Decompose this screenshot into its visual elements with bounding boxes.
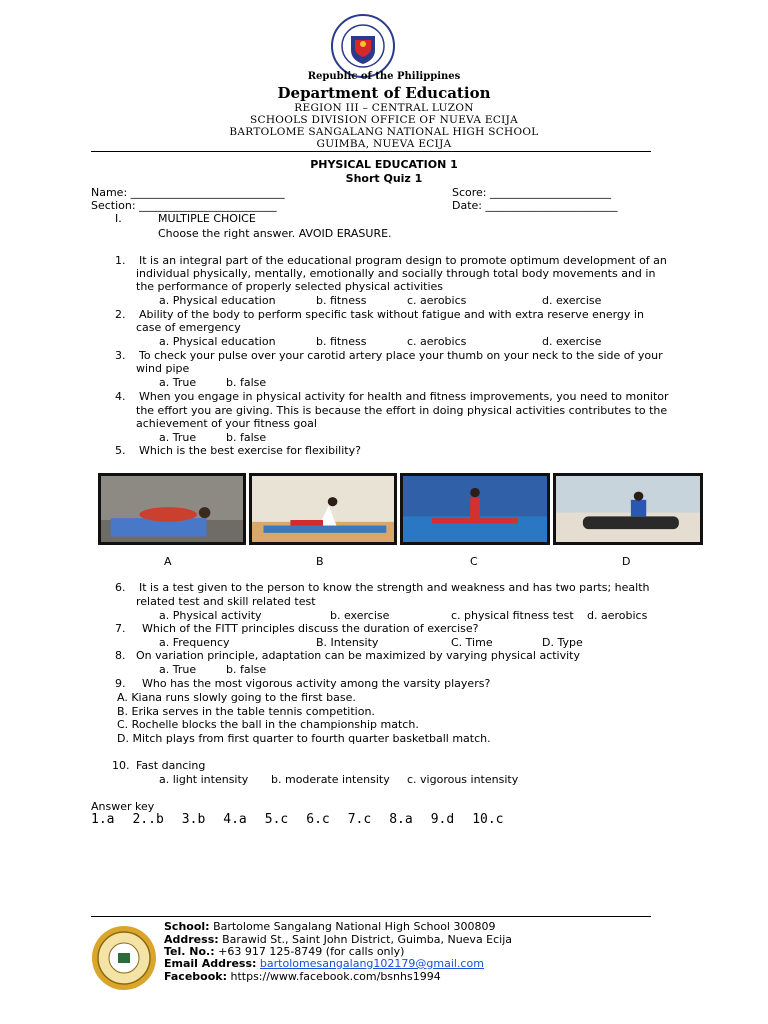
footer-value: +63 917 125-8749 (for calls only) bbox=[218, 945, 405, 958]
answer-item: 5.c bbox=[264, 812, 289, 827]
option: B. Intensity bbox=[316, 636, 379, 649]
option: c. physical fitness test bbox=[451, 609, 574, 622]
question-number: 8. bbox=[115, 649, 126, 662]
option: a. Physical education bbox=[159, 335, 276, 348]
option: c. aerobics bbox=[407, 335, 467, 348]
option: c. aerobics bbox=[407, 294, 467, 307]
question-text: On variation principle, adaptation can be maximized by varying physical activity bbox=[136, 649, 581, 662]
question-text: To check your pulse over your carotid artery place your thumb on your neck to the side of your bbox=[139, 349, 663, 362]
footer-label: Email Address: bbox=[164, 957, 257, 970]
option: a. Frequency bbox=[159, 636, 230, 649]
instructions: Choose the right answer. AVOID ERASURE. bbox=[158, 227, 392, 240]
footer-rule bbox=[91, 916, 651, 917]
subject-title: PHYSICAL EDUCATION 1 bbox=[310, 158, 458, 171]
location-line: GUIMBA, NUEVA ECIJA bbox=[316, 138, 452, 150]
option: a. True bbox=[159, 663, 197, 676]
division-line: SCHOOLS DIVISION OFFICE OF NUEVA ECIJA bbox=[250, 114, 518, 126]
option: A. Kiana runs slowly going to the first base. bbox=[117, 691, 356, 704]
question-number: 5. bbox=[115, 444, 126, 457]
option: b. fitness bbox=[316, 294, 367, 307]
answer-item: 10.c bbox=[472, 812, 504, 827]
question-text: Fast dancing bbox=[136, 759, 206, 772]
header-rule bbox=[91, 151, 651, 152]
school-line: BARTOLOME SANGALANG NATIONAL HIGH SCHOOL bbox=[229, 126, 539, 138]
option: a. Physical activity bbox=[159, 609, 262, 622]
option: b. fitness bbox=[316, 335, 367, 348]
photo-label: A bbox=[164, 555, 172, 568]
exercise-photo-a bbox=[98, 473, 246, 545]
question-number: 10. bbox=[112, 759, 130, 772]
footer-school bbox=[164, 920, 495, 933]
question-text: achievement of your fitness goal bbox=[136, 417, 317, 430]
option: D. Mitch plays from first quarter to fourth quarter basketball match. bbox=[117, 732, 491, 745]
option: d. exercise bbox=[542, 335, 602, 348]
question-text: Who has the most vigorous activity among the varsity players? bbox=[142, 677, 491, 690]
score-field: Score: ______________________ bbox=[452, 186, 612, 199]
answer-key-title: Answer key bbox=[91, 800, 155, 813]
option: b. false bbox=[226, 376, 267, 389]
option: a. light intensity bbox=[159, 773, 249, 786]
quiz-title: Short Quiz 1 bbox=[345, 172, 423, 185]
option: a. True bbox=[159, 431, 197, 444]
part-title: MULTIPLE CHOICE bbox=[158, 212, 256, 225]
question-text: Ability of the body to perform specific task without fatigue and with extra reserve energy in bbox=[139, 308, 644, 321]
option: a. True bbox=[159, 376, 197, 389]
question-text: the effort you are giving. This is because the effort in doing physical activities contributes to the bbox=[136, 404, 668, 417]
photo-label: B bbox=[316, 555, 324, 568]
department-title: Department of Education bbox=[277, 84, 491, 102]
republic-line: Republic of the Philippines bbox=[307, 71, 461, 82]
question-text: the performance of properly selected physical activities bbox=[136, 280, 444, 293]
exercise-photo-c bbox=[400, 473, 550, 545]
footer-value: Barawid St., Saint John District, Guimba, Nueva Ecija bbox=[222, 933, 513, 946]
option: a. Physical education bbox=[159, 294, 276, 307]
question-text: wind pipe bbox=[136, 362, 190, 375]
answer-item: 8.a bbox=[389, 812, 413, 827]
question-text: It is a test given to the person to know the strength and weakness and has two parts; health bbox=[139, 581, 650, 594]
option: B. Erika serves in the table tennis competition. bbox=[117, 705, 375, 718]
footer-label: Tel. No.: bbox=[164, 945, 215, 958]
region-line: REGION III – CENTRAL LUZON bbox=[294, 102, 474, 114]
option: D. Type bbox=[542, 636, 583, 649]
option: c. vigorous intensity bbox=[407, 773, 519, 786]
question-text: individual physically, mentally, emotionally and socially through total body movements and in bbox=[136, 267, 656, 280]
question-number: 1. bbox=[115, 254, 126, 267]
question-text: Which of the FITT principles discuss the duration of exercise? bbox=[142, 622, 479, 635]
option: d. aerobics bbox=[587, 609, 648, 622]
part-number: I. bbox=[115, 212, 122, 225]
answer-item: 6.c bbox=[306, 812, 330, 827]
answer-item: 1.a bbox=[91, 812, 115, 827]
option: b. false bbox=[226, 663, 267, 676]
answer-item: 2..b bbox=[132, 812, 164, 827]
exercise-photo-d bbox=[553, 473, 703, 545]
question-number: 2. bbox=[115, 308, 126, 321]
question-text: case of emergency bbox=[136, 321, 241, 334]
answer-item: 7.c bbox=[347, 812, 372, 827]
option: b. exercise bbox=[330, 609, 390, 622]
option: d. exercise bbox=[542, 294, 602, 307]
question-number: 6. bbox=[115, 581, 126, 594]
exercise-photo-b bbox=[249, 473, 397, 545]
footer-label: Address: bbox=[164, 933, 219, 946]
facebook-link[interactable]: https://www.facebook.com/bsnhs1994 bbox=[230, 970, 441, 983]
footer-email bbox=[164, 957, 484, 970]
question-text: Which is the best exercise for flexibility? bbox=[139, 444, 361, 457]
date-field: Date: ________________________ bbox=[452, 199, 618, 212]
answer-item: 4.a bbox=[223, 812, 247, 827]
question-number: 9. bbox=[115, 677, 126, 690]
option: C. Rochelle blocks the ball in the championship match. bbox=[117, 718, 419, 731]
section-field: Section: _________________________ bbox=[91, 199, 277, 212]
photo-label: C bbox=[470, 555, 478, 568]
question-text: It is an integral part of the educational program design to promote optimum development of an bbox=[139, 254, 667, 267]
answer-item: 3.b bbox=[181, 812, 206, 827]
answer-item: 9.d bbox=[430, 812, 455, 827]
question-number: 3. bbox=[115, 349, 126, 362]
option: C. Time bbox=[451, 636, 493, 649]
question-number: 7. bbox=[115, 622, 126, 635]
footer-value: Bartolome Sangalang National High School 300809 bbox=[213, 920, 496, 933]
question-text: When you engage in physical activity for health and fitness improvements, you need to monitor bbox=[139, 390, 669, 403]
answer-key-list bbox=[91, 812, 522, 827]
footer-label: Facebook: bbox=[164, 970, 227, 983]
footer-label: School: bbox=[164, 920, 210, 933]
option: b. moderate intensity bbox=[271, 773, 390, 786]
option: b. false bbox=[226, 431, 267, 444]
school-seal bbox=[91, 925, 157, 991]
deped-seal bbox=[331, 14, 395, 78]
email-link[interactable]: bartolomesangalang102179@gmail.com bbox=[259, 957, 484, 970]
question-number: 4. bbox=[115, 390, 126, 403]
footer-facebook bbox=[164, 970, 441, 983]
question-text: related test and skill related test bbox=[136, 595, 316, 608]
name-field: Name: ____________________________ bbox=[91, 186, 285, 199]
photo-label: D bbox=[622, 555, 631, 568]
